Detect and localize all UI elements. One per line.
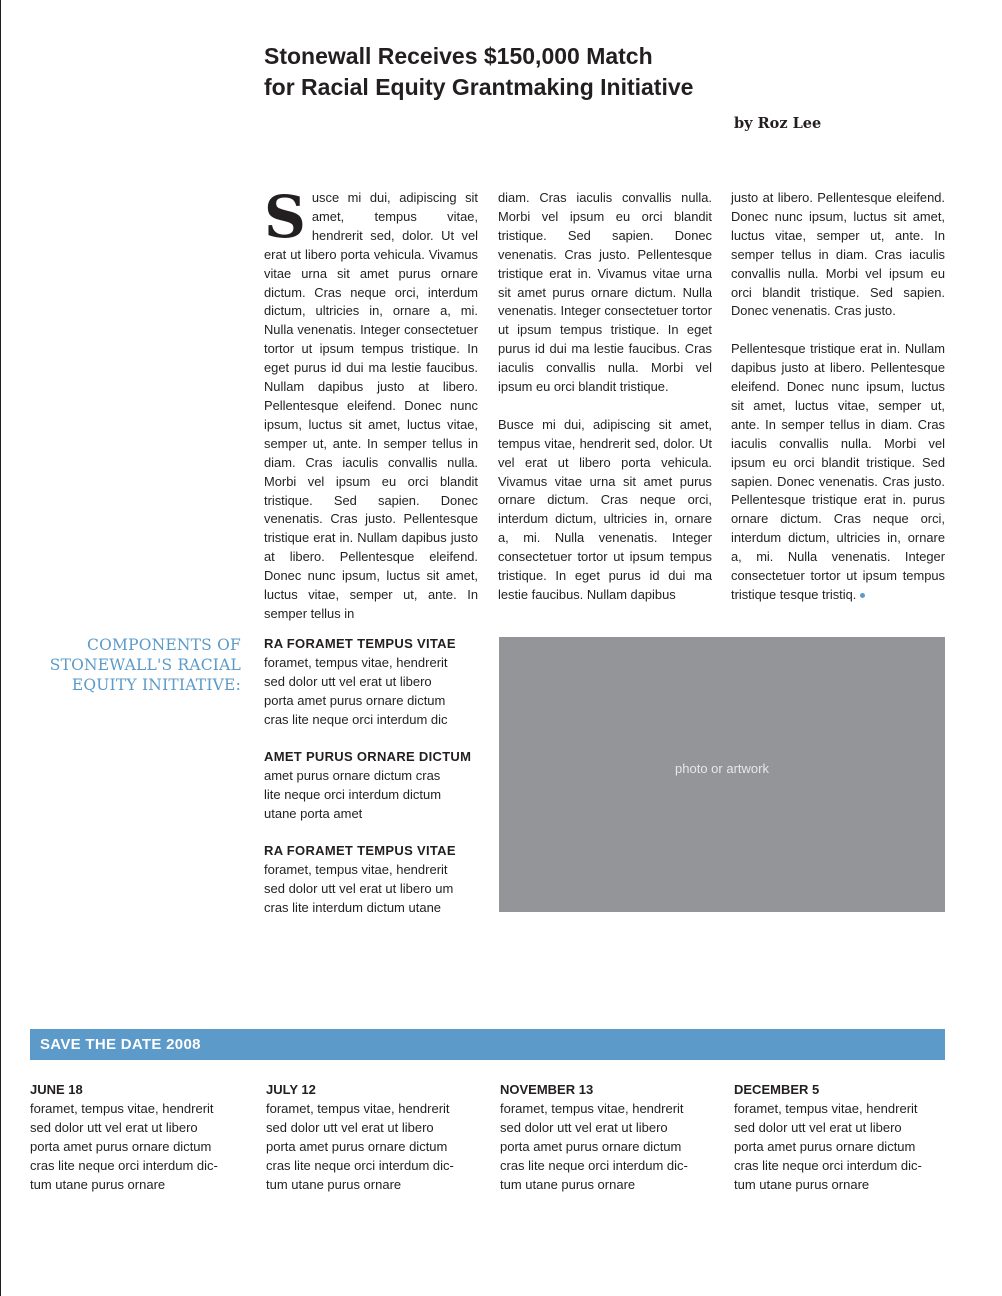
headline-line-2: for Racial Equity Grantmaking Initiative <box>264 74 694 100</box>
event-description: foramet, tempus vitae, hendrerit sed dolor utt vel erat ut libero porta amet purus ornare dictum cras lite neque orci interdum dic- tum utane purus ornare <box>500 1101 688 1192</box>
paragraph-text: usce mi dui, adipiscing sit amet, tempus vitae, hendrerit sed, dolor. Ut vel erat ut libero porta vehicula. Vivamus vitae urna sit amet purus ornare dictum. Cras neque orci, interdum dictum, ultricies in, ornare a, mi. Nulla venenatis. Integer consectetuer tortor ut ipsum tempus tristique. In eget purus id dui ma lestie faucibus. Nullam dapibus justo at libero. Pellentesque eleifend. Donec nunc ipsum, luctus sit amet, luctus vitae, semper ut, ante. In semper tellus in diam. Cras iaculis convallis nulla. Morbi vel ipsum eu orci blandit tristique. Sed sapien. Donec venenatis. Cras justo. Pellentesque tristique erat in. Nullam dapibus justo at libero. Pellentesque eleifend. Donec nunc ipsum, luctus sit amet, luctus vitae, semper ut, ante. In semper tellus in <box>264 190 478 621</box>
photo-placeholder-label: photo or artwork <box>675 761 769 776</box>
photo-placeholder <box>499 637 945 912</box>
component-item <box>264 841 484 917</box>
article-column-1 <box>264 183 478 643</box>
drop-cap: S <box>264 183 306 251</box>
component-item <box>264 634 484 729</box>
event-date: JUNE 18 <box>30 1082 83 1097</box>
event-item <box>500 1080 715 1194</box>
components-sidebar-title: COMPONENTS OF STONEWALL'S RACIAL EQUITY INITIATIVE: <box>49 636 241 694</box>
event-description: foramet, tempus vitae, hendrerit sed dolor utt vel erat ut libero porta amet purus ornare dictum cras lite neque orci interdum dic- tum utane purus ornare <box>30 1101 218 1192</box>
headline-line-1: Stonewall Receives $150,000 Match <box>264 43 653 69</box>
article-column-2 <box>498 189 712 624</box>
event-date: JULY 12 <box>266 1082 316 1097</box>
component-body: foramet, tempus vitae, hendrerit sed dolor utt vel erat ut libero um cras lite interdum dictum utane <box>264 862 454 915</box>
event-date: NOVEMBER 13 <box>500 1082 594 1097</box>
event-description: foramet, tempus vitae, hendrerit sed dolor utt vel erat ut libero porta amet purus ornare dictum cras lite neque orci interdum dic- tum utane purus ornare <box>734 1101 922 1192</box>
article-paragraph <box>264 183 478 624</box>
component-heading: RA FORAMET TEMPUS VITAE <box>264 636 456 651</box>
article-paragraph <box>731 340 945 605</box>
event-date: DECEMBER 5 <box>734 1082 820 1097</box>
byline: by Roz Lee <box>734 115 822 132</box>
article-column-3 <box>731 189 945 624</box>
article-headline <box>264 41 904 103</box>
article-paragraph: diam. Cras iaculis convallis nulla. Morbi vel ipsum eu orci blandit tristique. Sed sapien. Donec venenatis. Cras justo. Pellentesque tristique erat in. Vivamus vitae urna sit amet purus ornare dictum. Nulla venenatis. Integer consectetuer tortor ut ipsum tempus tristique. In eget purus id dui ma lestie faucibus. Cras iaculis convallis nulla. Morbi vel ipsum eu orci blandit tristique. <box>498 190 712 395</box>
article-paragraph: Busce mi dui, adipiscing sit amet, tempus vitae, hendrerit sed, dolor. Ut vel erat ut libero porta vehicula. Vivamus vitae urna sit amet purus ornare dictum. Cras neque orci, interdum dictum, ultricies in, ornare a, mi. Nulla venenatis. Integer consectetuer tortor ut ipsum tempus tristique. In eget purus id dui ma lestie faucibus. Nullam dapibus <box>498 416 712 603</box>
paragraph-text: Pellentesque tristique erat in. Nullam dapibus justo at libero. Pellentesque eleifend. Donec nunc ipsum, luctus sit amet, luctus vitae, semper ut, ante. In semper tellus in diam. Cras iaculis convallis nulla. Morbi vel ipsum eu orci blandit tristique. Sed sapien. Donec venenatis. Cras justo. Pellentesque tristique erat in. purus ornare dictum. Cras neque orci, interdum dictum, ultricies in, ornare a, mi. Nulla venenatis. Integer consectetuer tortor ut ipsum tempus tristique tesque tristiq. <box>731 341 945 603</box>
event-item <box>30 1080 245 1194</box>
event-item <box>266 1080 481 1194</box>
components-list <box>264 634 484 935</box>
event-description: foramet, tempus vitae, hendrerit sed dolor utt vel erat ut libero porta amet purus ornare dictum cras lite neque orci interdum dic- tum utane purus ornare <box>266 1101 454 1192</box>
component-body: foramet, tempus vitae, hendrerit sed dolor utt vel erat ut libero porta amet purus ornare dictum cras lite neque orci interdum dic <box>264 655 448 727</box>
event-item <box>734 1080 949 1194</box>
component-heading: AMET PURUS ORNARE DICTUM <box>264 749 472 764</box>
end-of-story-dot-icon <box>860 593 865 598</box>
save-the-date-banner: SAVE THE DATE 2008 <box>30 1029 945 1060</box>
component-heading: RA FORAMET TEMPUS VITAE <box>264 843 456 858</box>
page-edge-line <box>0 0 1 1296</box>
article-paragraph: justo at libero. Pellentesque eleifend. Donec nunc ipsum, luctus sit amet, luctus vitae, semper ut, ante. In semper tellus in diam. Cras iaculis convallis nulla. Morbi vel ipsum eu orci blandit tristique. Sed sapien. Donec venenatis. Cras justo. <box>731 190 945 319</box>
component-body: amet purus ornare dictum cras lite neque orci interdum dictum utane porta amet <box>264 768 442 821</box>
component-item <box>264 747 484 823</box>
